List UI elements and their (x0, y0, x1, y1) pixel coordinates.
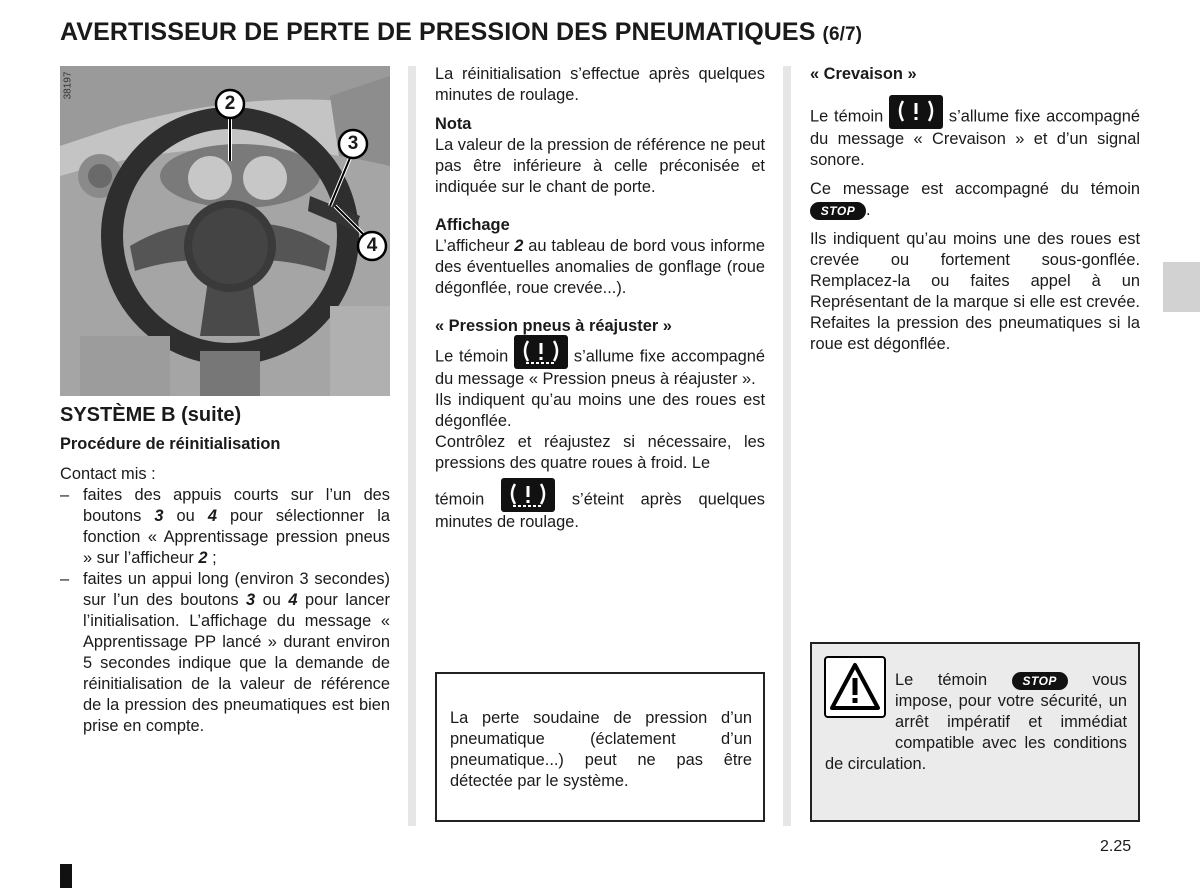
stop-icon: STOP (810, 202, 866, 220)
tyre-warning-icon (889, 95, 943, 129)
page-title: AVERTISSEUR DE PERTE DE PRESSION DES PNEUMATIQUES (6/7) (60, 18, 863, 46)
crevaison-text-2: Ce message est accompagné du témoin STOP . (810, 180, 1140, 219)
crevaison-text: Le témoin s’allume fixe accompagné du message « Crevaison » et d’un signal sonore. (810, 105, 1140, 171)
callout-2: 2 (224, 93, 236, 114)
column-2 (435, 64, 765, 533)
info-box-text: La perte soudaine de pression d’un pneumatique (éclatement d’un pneumatique...) peut ne pas être détectée par le système. (450, 709, 752, 790)
stop-icon: STOP (1012, 672, 1068, 690)
warning-box (810, 642, 1140, 822)
pression-text: Le témoin s’allume fixe accompagné du message « Pression pneus à réajuster ». (435, 345, 765, 390)
column-divider (783, 66, 791, 826)
illustration-ref: 38197 (62, 71, 74, 100)
section-tab (1163, 262, 1200, 312)
pression-title: « Pression pneus à réajuster » (435, 317, 672, 335)
callout-3: 3 (347, 133, 359, 154)
column-3 (810, 64, 1140, 355)
intro-text: Contact mis : (60, 465, 156, 483)
crevaison-text-3: Ils indiquent qu’au moins une des roues est crevée ou fortement sous-gonflée. Remplacez-la ou faites appel à un Représentant de la marque si elle est crevée. Refaites la pression des pneumatiques si la roue est dégonflée. (810, 230, 1140, 353)
list-item: – faites un appui long (environ 3 secondes) sur l’un des boutons 3 ou 4 pour lancer l’initialisation. L’affichage du message « Apprentissage PP lancé » durant environ 5 secondes indique que la demande de réinitialisation de la valeur de référence de la pression des pneumatiques est bien prise en compte. (60, 569, 390, 737)
nota-text: La valeur de la pression de référence ne peut pas être inférieure à celle préconisée et indiquée sur le chant de porte. (435, 136, 765, 196)
page-number: 2.25 (1100, 838, 1132, 855)
procedure-list (60, 485, 390, 737)
affichage-title: Affichage (435, 216, 510, 234)
page-edge-marker (60, 864, 72, 888)
tyre-pressure-warning-icon (501, 478, 555, 512)
crevaison-title: « Crevaison » (810, 65, 917, 83)
column-1 (60, 402, 390, 737)
steering-wheel-illustration (60, 66, 390, 396)
nota-title: Nota (435, 115, 472, 133)
section-title: SYSTÈME B (suite) (60, 404, 242, 426)
warning-text: Le témoin STOP vous impose, pour votre sécurité, un arrêt impératif et immédiat compatible avec les conditions de circulation. (825, 671, 1127, 773)
procedure-subtitle: Procédure de réinitialisation (60, 435, 281, 453)
info-box (435, 672, 765, 822)
column-divider (408, 66, 416, 826)
pression-text-2: Ils indiquent qu’au moins une des roues est dégonflée. (435, 391, 765, 430)
list-item: – faites des appuis courts sur l’un des boutons 3 ou 4 pour sélectionner la fonction « Apprentissage pression pneus » sur l’afficheur 2 ; (60, 485, 390, 569)
pression-text-3: Contrôlez et réajustez si nécessaire, les pressions des quatre roues à froid. Le (435, 433, 765, 472)
affichage-text: L’afficheur 2 au tableau de bord vous informe des éventuelles anomalies de gonflage (roue dégonflée, roue crevée...). (435, 237, 765, 297)
callout-4: 4 (366, 235, 378, 256)
tyre-pressure-warning-icon (514, 335, 568, 369)
pression-text-4: témoin s’éteint après quelques minutes de roulage. (435, 488, 765, 533)
reset-text: La réinitialisation s’effectue après quelques minutes de roulage. (435, 65, 765, 104)
